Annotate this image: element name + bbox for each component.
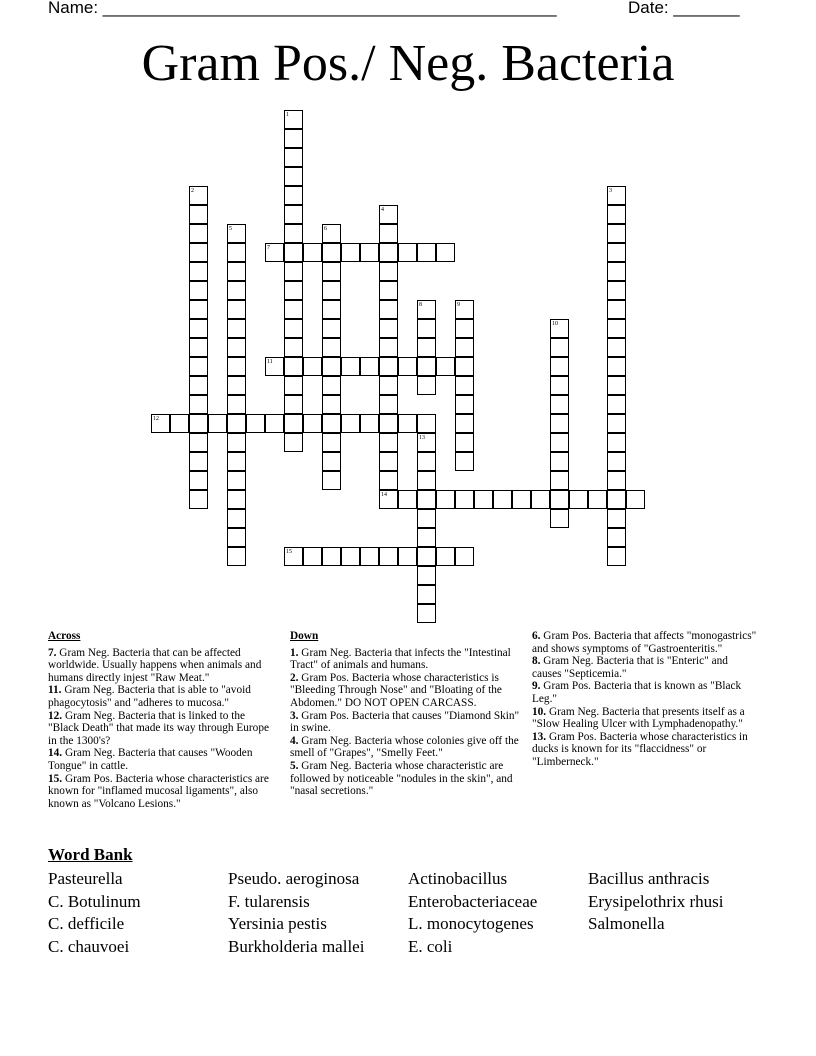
grid-cell[interactable] (189, 433, 208, 452)
clue-text: Gram Neg. Bacteria that is linked to the "Black Death" that made its way through Europe in the 1300's? (48, 709, 269, 747)
grid-cell[interactable] (284, 433, 303, 452)
clue-number-label: 1. (290, 646, 299, 659)
grid-cell[interactable] (455, 319, 474, 338)
grid-cell[interactable] (227, 281, 246, 300)
word-bank-item: L. monocytogenes (408, 914, 534, 934)
grid-cell[interactable] (303, 357, 322, 376)
grid-cell[interactable] (550, 509, 569, 528)
clue-number-label: 8. (532, 655, 541, 668)
grid-cell[interactable] (417, 490, 436, 509)
word-bank-item: C. Botulinum (48, 891, 141, 911)
grid-cell[interactable] (607, 452, 626, 471)
grid-cell[interactable] (436, 243, 455, 262)
grid-cell[interactable] (607, 471, 626, 490)
clue-item (290, 647, 522, 672)
grid-cell[interactable] (170, 414, 189, 433)
grid-cell[interactable] (550, 433, 569, 452)
clue-number: 4 (381, 207, 384, 213)
down-heading: Down (290, 630, 319, 642)
clue-number-label: 12. (48, 709, 63, 722)
grid-cell[interactable] (512, 490, 531, 509)
clue-number-label: 6. (532, 630, 541, 642)
grid-cell[interactable] (189, 262, 208, 281)
grid-cell[interactable] (550, 395, 569, 414)
grid-cell[interactable] (417, 319, 436, 338)
word-bank-item: C. defficile (48, 914, 125, 934)
clue-item (290, 710, 522, 735)
grid-cell[interactable] (379, 338, 398, 357)
clue-number-label: 5. (290, 759, 299, 772)
grid-cell[interactable] (227, 547, 246, 566)
grid-cell[interactable] (607, 205, 626, 224)
grid-cell[interactable] (284, 205, 303, 224)
grid-cell[interactable] (550, 357, 569, 376)
word-bank-item: Actinobacillus (408, 869, 508, 888)
grid-cell[interactable] (379, 433, 398, 452)
grid-cell[interactable] (322, 547, 341, 566)
grid-cell[interactable] (417, 547, 436, 566)
grid-cell[interactable] (417, 604, 436, 623)
grid-cell[interactable] (303, 243, 322, 262)
grid-cell[interactable] (303, 414, 322, 433)
clue-number-label: 11. (48, 684, 62, 697)
grid-cell[interactable] (550, 376, 569, 395)
grid-cell[interactable] (189, 205, 208, 224)
grid-cell[interactable] (360, 357, 379, 376)
clue-item (532, 680, 760, 705)
grid-cell[interactable] (284, 281, 303, 300)
grid-cell[interactable] (189, 338, 208, 357)
grid-cell[interactable] (322, 414, 341, 433)
clue-item (290, 760, 522, 798)
page-title: Gram Pos./ Neg. Bacteria (141, 35, 675, 92)
grid-cell[interactable] (322, 471, 341, 490)
down-clues-continued (532, 630, 760, 769)
clue-number-label: 13. (532, 730, 547, 743)
grid-cell[interactable] (322, 452, 341, 471)
grid-cell[interactable] (550, 471, 569, 490)
grid-cell[interactable] (417, 376, 436, 395)
clue-text: Gram Neg. Bacteria that is able to "avoid phagocytosis" and "adheres to mucosa." (48, 684, 251, 709)
grid-cell[interactable] (379, 281, 398, 300)
clue-number-label: 10. (532, 705, 547, 718)
grid-cell[interactable] (322, 376, 341, 395)
clue-text: Gram Neg. Bacteria that infects the "Intestinal Tract" of animals and humans. (290, 646, 511, 672)
grid-cell[interactable] (208, 414, 227, 433)
grid-cell[interactable] (417, 471, 436, 490)
grid-cell[interactable] (626, 490, 645, 509)
clue-number-label: 2. (290, 671, 299, 684)
grid-cell[interactable] (227, 300, 246, 319)
grid-cell[interactable] (398, 357, 417, 376)
clue-item (48, 684, 278, 709)
grid-cell[interactable] (607, 414, 626, 433)
grid-cell[interactable] (189, 243, 208, 262)
grid-cell[interactable] (398, 547, 417, 566)
grid-cell[interactable] (436, 490, 455, 509)
clue-number: 10 (552, 321, 558, 327)
grid-cell[interactable] (493, 490, 512, 509)
clue-text: Gram Neg. Bacteria that can be affected worldwide. Usually happens when animals and humans directly injest "Raw Meat." (48, 646, 262, 684)
word-bank-item: Enterobacteriaceae (408, 891, 538, 911)
clue-number-label: 9. (532, 680, 541, 693)
grid-cell[interactable] (398, 414, 417, 433)
grid-cell[interactable] (455, 452, 474, 471)
word-bank-item: Salmonella (588, 914, 665, 934)
grid-cell[interactable] (284, 167, 303, 186)
grid-cell[interactable] (379, 414, 398, 433)
clue-number: 11 (267, 359, 273, 365)
grid-cell[interactable] (455, 490, 474, 509)
grid-cell[interactable] (607, 243, 626, 262)
grid-cell[interactable] (246, 414, 265, 433)
grid-cell[interactable] (436, 547, 455, 566)
grid-cell[interactable] (303, 547, 322, 566)
grid-cell[interactable] (607, 376, 626, 395)
grid-cell[interactable] (417, 566, 436, 585)
grid-cell[interactable] (379, 262, 398, 281)
grid-cell[interactable] (227, 452, 246, 471)
word-bank-item: E. coli (408, 937, 453, 957)
word-bank-item: C. chauvoei (48, 937, 130, 957)
grid-cell[interactable] (227, 509, 246, 528)
grid-cell[interactable] (398, 243, 417, 262)
clue-number: 15 (286, 549, 292, 555)
grid-cell[interactable] (569, 490, 588, 509)
word-bank-item: Pasteurella (48, 869, 123, 888)
clue-text: Gram Pos. Bacteria whose characteristics are known for "inflamed mucosal ligaments", also known as "Volcano Lesions." (48, 772, 269, 810)
grid-cell[interactable] (227, 490, 246, 509)
grid-cell[interactable] (322, 243, 341, 262)
clue-number-label: 3. (290, 709, 299, 722)
grid-cell[interactable] (455, 395, 474, 414)
grid-cell[interactable] (379, 471, 398, 490)
clue-text: Gram Pos. Bacteria that is known as "Black Leg." (532, 680, 742, 705)
grid-cell[interactable] (607, 547, 626, 566)
clue-text: Gram Neg. Bacteria that causes "Wooden Tongue" in cattle. (48, 747, 253, 772)
grid-cell[interactable] (284, 262, 303, 281)
grid-cell[interactable] (417, 585, 436, 604)
grid-cell[interactable] (284, 357, 303, 376)
grid-cell[interactable] (284, 319, 303, 338)
clue-item (290, 672, 522, 710)
clue-number-label: 7. (48, 646, 57, 659)
grid-cell[interactable] (379, 300, 398, 319)
grid-cell[interactable] (360, 243, 379, 262)
grid-cell[interactable] (341, 414, 360, 433)
grid-cell[interactable] (550, 414, 569, 433)
grid-cell[interactable] (607, 338, 626, 357)
grid-cell[interactable] (607, 319, 626, 338)
grid-cell[interactable] (227, 395, 246, 414)
word-bank-item: Erysipelothrix rhusi (588, 891, 724, 911)
grid-cell[interactable] (550, 452, 569, 471)
word-bank-item: Burkholderia mallei (228, 937, 365, 957)
clue-number: 13 (419, 435, 425, 441)
grid-cell[interactable] (455, 433, 474, 452)
grid-cell[interactable] (341, 243, 360, 262)
grid-cell[interactable] (322, 357, 341, 376)
clue-number: 2 (191, 188, 194, 194)
grid-cell[interactable] (474, 490, 493, 509)
clue-number-label: 15. (48, 772, 63, 785)
grid-cell[interactable] (284, 224, 303, 243)
grid-cell[interactable] (227, 471, 246, 490)
clue-text: Gram Neg. Bacteria whose characteristic are followed by noticeable "nodules in the skin", and "nasal secretions." (290, 759, 513, 798)
word-bank-column-3 (408, 868, 537, 959)
grid-cell[interactable] (322, 300, 341, 319)
grid-cell[interactable] (227, 243, 246, 262)
grid-cell[interactable] (227, 357, 246, 376)
grid-cell[interactable] (436, 357, 455, 376)
grid-cell[interactable] (417, 452, 436, 471)
across-heading: Across (48, 630, 81, 642)
grid-cell[interactable] (607, 262, 626, 281)
clue-item (48, 647, 278, 685)
grid-cell[interactable] (607, 395, 626, 414)
clue-number: 7 (267, 245, 270, 251)
clue-item (532, 630, 760, 655)
grid-cell[interactable] (379, 547, 398, 566)
clue-item (532, 655, 760, 680)
name-field[interactable]: Name: ________________________________________________ (48, 0, 557, 17)
grid-cell[interactable] (379, 376, 398, 395)
grid-cell[interactable] (379, 319, 398, 338)
grid-cell[interactable] (227, 338, 246, 357)
clue-text: Gram Neg. Bacteria that is "Enteric" and causes "Septicemia." (532, 655, 728, 680)
grid-cell[interactable] (455, 376, 474, 395)
grid-cell[interactable] (379, 224, 398, 243)
grid-cell[interactable] (189, 357, 208, 376)
grid-cell[interactable] (379, 357, 398, 376)
grid-cell[interactable] (265, 414, 284, 433)
grid-cell[interactable] (284, 148, 303, 167)
across-clues (48, 630, 278, 810)
clue-text: Gram Pos. Bacteria whose characteristics in ducks is known for its "flaccidness" or "Limberneck." (532, 730, 748, 768)
grid-cell[interactable] (550, 338, 569, 357)
grid-cell[interactable] (417, 338, 436, 357)
grid-cell[interactable] (322, 262, 341, 281)
down-clues (290, 630, 522, 798)
grid-cell[interactable] (284, 414, 303, 433)
grid-cell[interactable] (189, 300, 208, 319)
grid-cell[interactable] (284, 338, 303, 357)
grid-cell[interactable] (607, 300, 626, 319)
grid-cell[interactable] (284, 186, 303, 205)
grid-cell[interactable] (417, 357, 436, 376)
grid-cell[interactable] (607, 490, 626, 509)
grid-cell[interactable] (189, 414, 208, 433)
clue-number-label: 14. (48, 747, 63, 760)
grid-cell[interactable] (284, 129, 303, 148)
clue-number: 9 (457, 302, 460, 308)
grid-cell[interactable] (322, 395, 341, 414)
grid-cell[interactable] (322, 281, 341, 300)
grid-cell[interactable] (284, 376, 303, 395)
clue-number: 1 (286, 112, 289, 118)
grid-cell[interactable] (284, 300, 303, 319)
clue-number: 5 (229, 226, 232, 232)
grid-cell[interactable] (379, 395, 398, 414)
grid-cell[interactable] (398, 490, 417, 509)
grid-cell[interactable] (227, 319, 246, 338)
grid-cell[interactable] (360, 414, 379, 433)
clue-item (48, 710, 278, 748)
grid-cell[interactable] (189, 281, 208, 300)
grid-cell[interactable] (322, 319, 341, 338)
clue-text: Gram Pos. Bacteria that affects "monogastrics" and shows symptoms of "Gastroenteritis." (532, 630, 757, 655)
grid-cell[interactable] (531, 490, 550, 509)
grid-cell[interactable] (322, 433, 341, 452)
grid-cell[interactable] (417, 509, 436, 528)
grid-cell[interactable] (227, 262, 246, 281)
word-bank-item: Pseudo. aeroginosa (228, 869, 360, 888)
clue-text: Gram Neg. Bacteria whose colonies give off the smell of "Grapes", "Smelly Feet." (290, 734, 519, 760)
grid-cell[interactable] (189, 490, 208, 509)
word-bank-column-4 (588, 868, 724, 936)
grid-cell[interactable] (341, 357, 360, 376)
grid-cell[interactable] (607, 224, 626, 243)
grid-cell[interactable] (417, 414, 436, 433)
clue-number: 3 (609, 188, 612, 194)
grid-cell[interactable] (341, 547, 360, 566)
grid-cell[interactable] (607, 509, 626, 528)
word-bank-item: Bacillus anthracis (588, 869, 710, 888)
grid-cell[interactable] (227, 433, 246, 452)
clue-item (532, 731, 760, 769)
grid-cell[interactable] (455, 547, 474, 566)
word-bank-column-1 (48, 868, 141, 959)
grid-cell[interactable] (607, 357, 626, 376)
grid-cell[interactable] (284, 395, 303, 414)
clue-item (532, 706, 760, 731)
grid-cell[interactable] (189, 224, 208, 243)
grid-cell[interactable] (379, 452, 398, 471)
grid-cell[interactable] (379, 243, 398, 262)
clue-number: 6 (324, 226, 327, 232)
grid-cell[interactable] (607, 281, 626, 300)
grid-cell[interactable] (284, 243, 303, 262)
word-bank-item: Yersinia pestis (228, 914, 327, 934)
word-bank-title: Word Bank (48, 845, 133, 864)
grid-cell[interactable] (417, 528, 436, 547)
grid-cell[interactable] (588, 490, 607, 509)
grid-cell[interactable] (189, 376, 208, 395)
clue-number: 14 (381, 492, 387, 498)
grid-cell[interactable] (360, 547, 379, 566)
word-bank-column-2 (228, 868, 364, 959)
clue-item (290, 735, 522, 760)
grid-cell[interactable] (607, 433, 626, 452)
date-field[interactable]: Date: _______ (628, 0, 740, 17)
grid-cell[interactable] (322, 338, 341, 357)
grid-cell[interactable] (455, 414, 474, 433)
clue-number-label: 4. (290, 734, 299, 747)
clue-text: Gram Pos. Bacteria whose characteristics is "Bleeding Through Nose" and "Bloating of the Abdomen." DO NOT OPEN CARCASS. (290, 671, 502, 709)
grid-cell[interactable] (607, 528, 626, 547)
clue-text: Gram Neg. Bacteria that presents itself as a "Slow Healing Ulcer with Lymphadenopathy." (532, 705, 745, 731)
clue-text: Gram Pos. Bacteria that causes "Diamond Skin" in swine. (290, 709, 520, 735)
grid-cell[interactable] (189, 319, 208, 338)
grid-cell[interactable] (189, 452, 208, 471)
word-bank-item: F. tularensis (228, 891, 310, 911)
grid-cell[interactable] (227, 414, 246, 433)
clue-item (48, 773, 278, 811)
grid-cell[interactable] (550, 490, 569, 509)
clue-item (48, 747, 278, 772)
clue-number: 12 (153, 416, 159, 422)
grid-cell[interactable] (189, 471, 208, 490)
grid-cell[interactable] (189, 395, 208, 414)
clue-number: 8 (419, 302, 422, 308)
grid-cell[interactable] (227, 376, 246, 395)
grid-cell[interactable] (455, 357, 474, 376)
grid-cell[interactable] (417, 243, 436, 262)
grid-cell[interactable] (227, 528, 246, 547)
grid-cell[interactable] (455, 338, 474, 357)
